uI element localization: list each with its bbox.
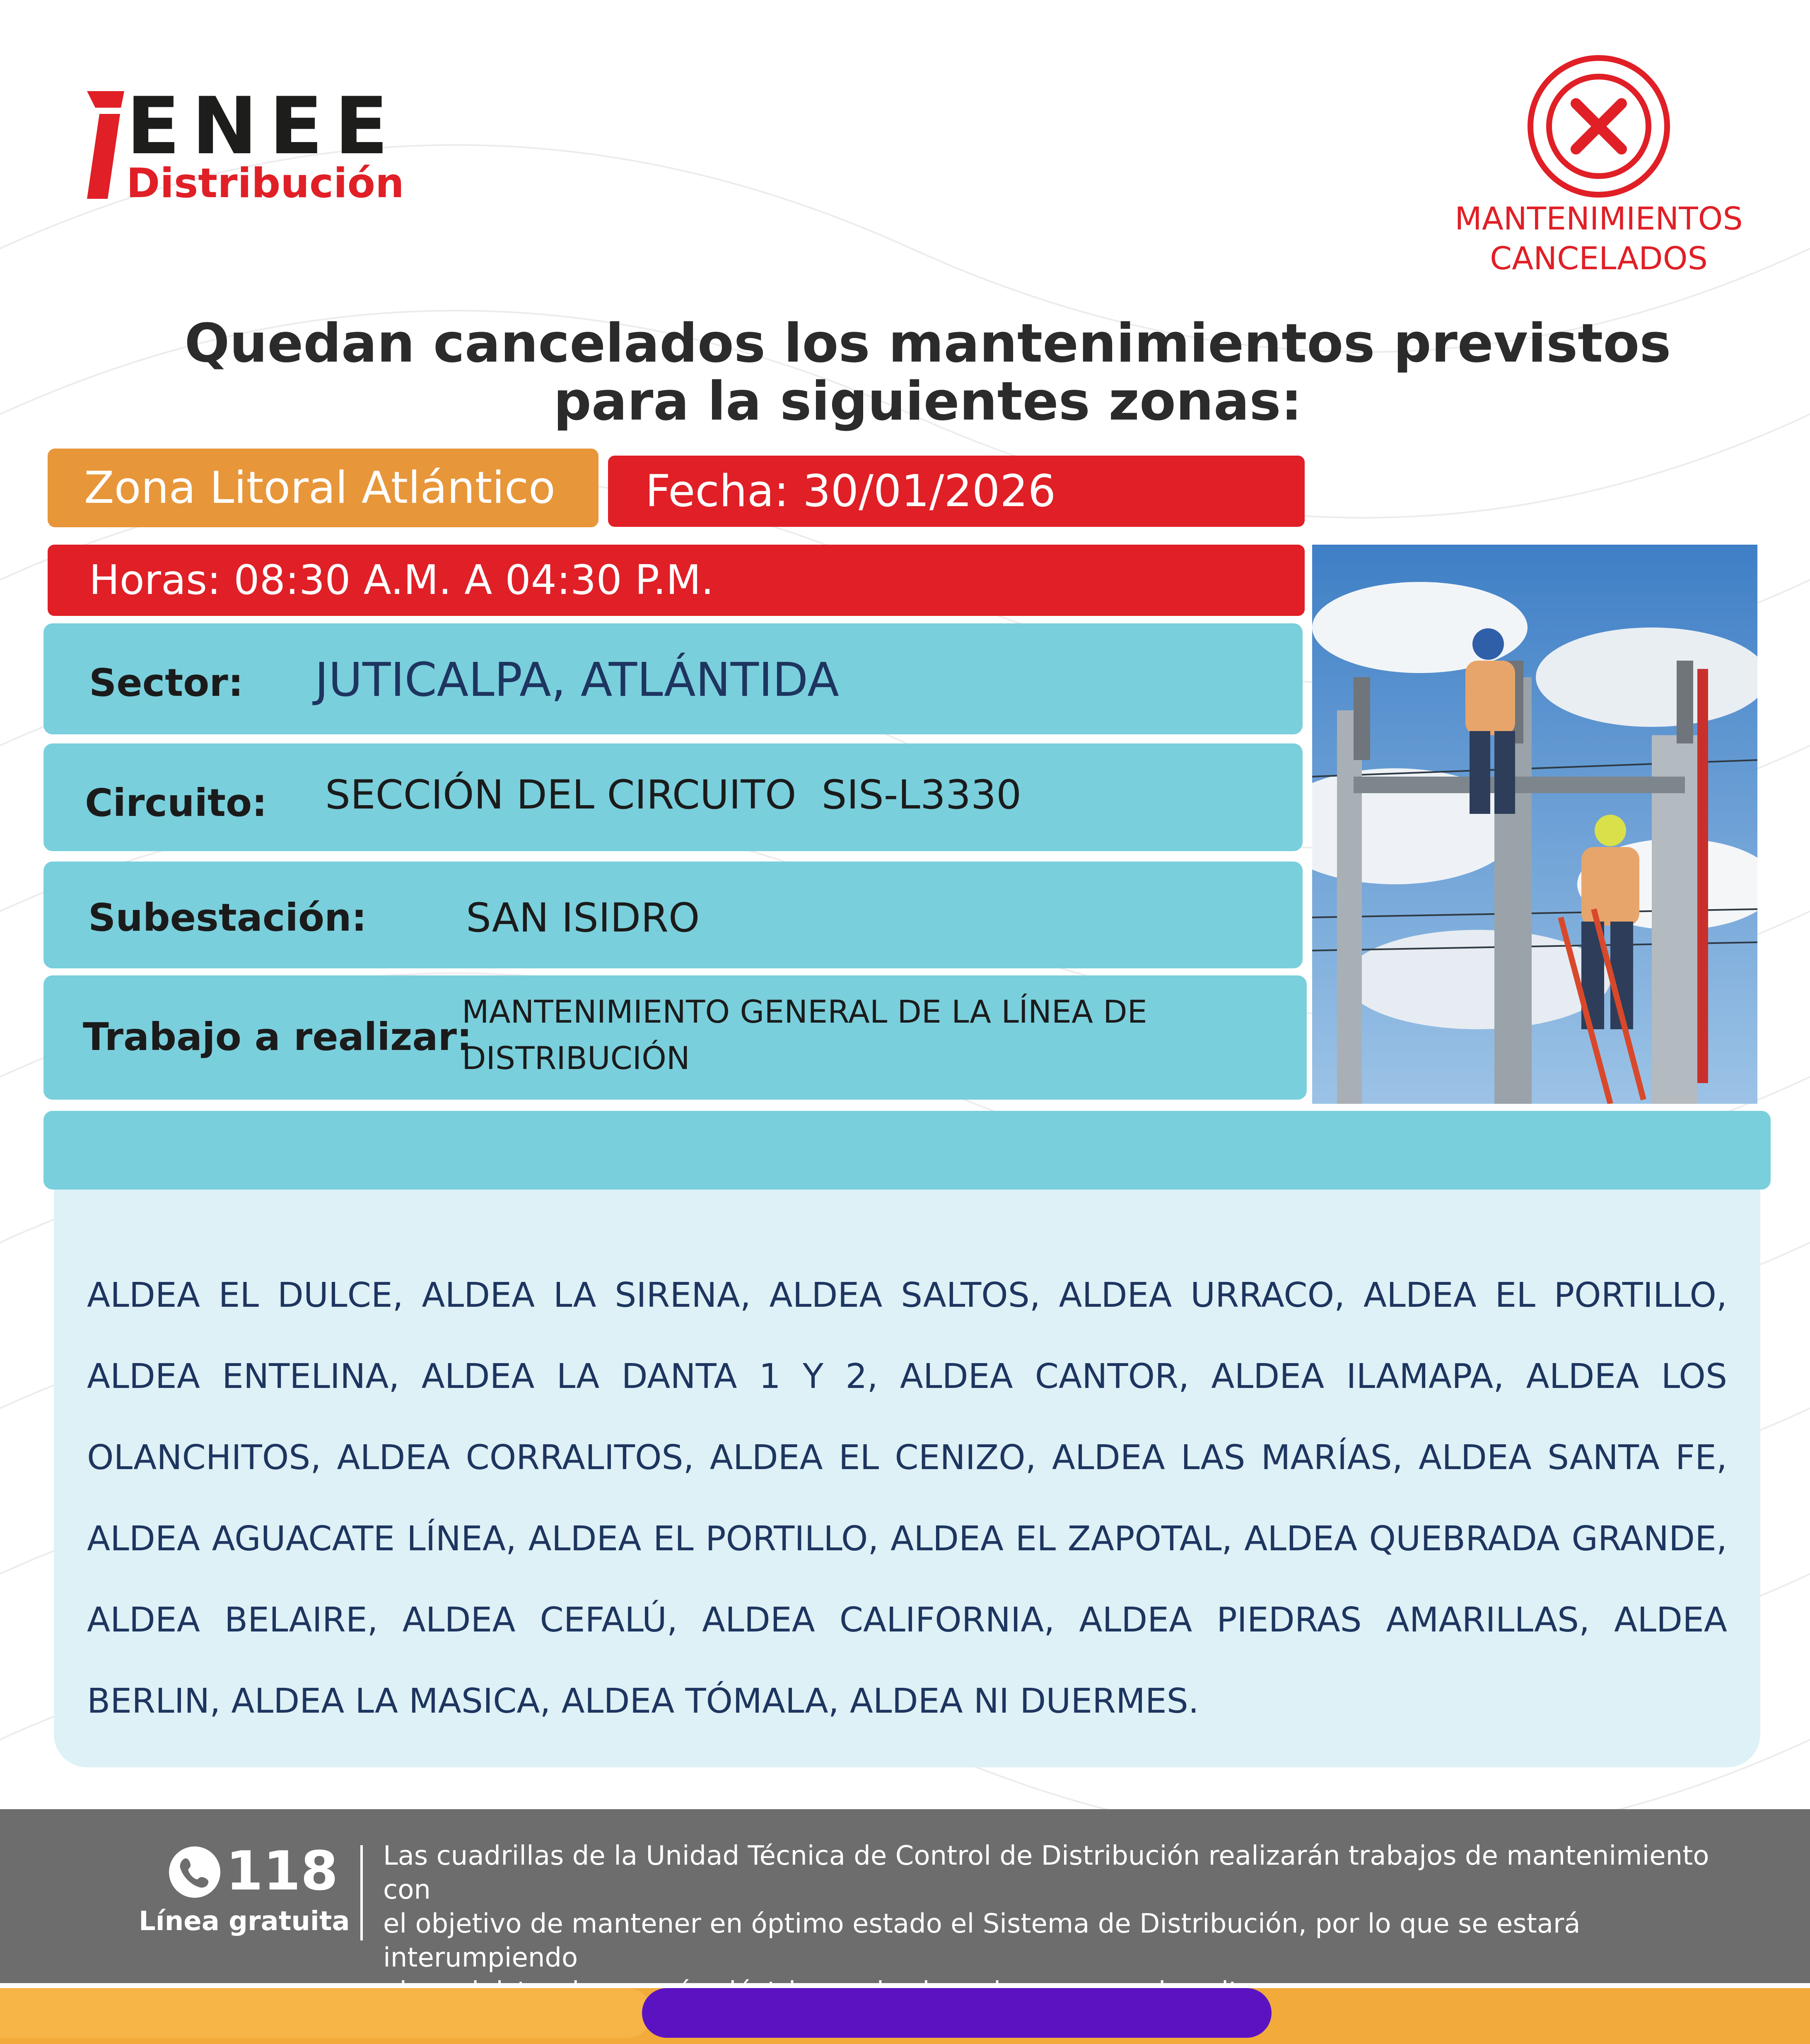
substation-value: SAN ISIDRO — [466, 895, 700, 941]
work-value: MANTENIMIENTO GENERAL DE LA LÍNEA DE DISTRIBUCIÓN — [462, 993, 1147, 1076]
substation-row — [43, 862, 1303, 968]
phone-icon — [168, 1845, 222, 1899]
page-title: Quedan cancelados los mantenimientos previstos para la siguientes zonas: — [184, 313, 1671, 432]
logo-subtitle: Distribución — [126, 160, 404, 207]
communities-header-bar — [43, 1111, 1771, 1190]
sector-value: JUTICALPA, ATLÁNTIDA — [315, 653, 839, 707]
hours-value: 08:30 A.M. A 04:30 P.M. — [234, 557, 714, 604]
communities-list: ALDEA EL DULCE, ALDEA LA SIRENA, ALDEA SALTOS, ALDEA URRACO, ALDEA EL PORTILLO, ALDEA ENTELINA, ALDEA LA DANTA 1 Y 2, ALDEA CANTOR, ALDEA ILAMAPA, ALDEA LOS OLANCHITOS, ALDEA CORRALITOS, ALDEA EL CENIZO, ALDEA LAS MARÍAS, ALDEA SANTA FE, ALDEA AGUACATE LÍNEA, ALDEA EL PORTILLO, ALDEA EL ZAPOTAL, ALDEA QUEBRADA GRANDE, ALDEA BELAIRE, ALDEA CEFALÚ, ALDEA CALIFORNIA, ALDEA PIEDRAS AMARILLAS, ALDEA BERLIN, ALDEA LA MASICA, ALDEA TÓMALA, ALDEA NI DUERMES. — [87, 1276, 1727, 1721]
cancelled-badge-label: MANTENIMIENTOS CANCELADOS — [1455, 200, 1743, 277]
cancel-x-icon — [1524, 52, 1673, 201]
hotline-number: 118 — [226, 1839, 338, 1902]
zone-badge: Zona Litoral Atlántico — [48, 449, 599, 527]
substation-label: Subestación: — [88, 895, 367, 940]
sector-label: Sector: — [89, 661, 244, 705]
line-workers-photo — [1312, 545, 1757, 1104]
work-row — [43, 975, 1307, 1100]
enee-logo — [83, 80, 456, 207]
circuit-value: SECCIÓN DEL CIRCUITO SIS-L3330 — [325, 772, 1022, 818]
work-label: Trabajo a realizar: — [83, 1015, 472, 1059]
bottom-orange-pill — [0, 1988, 652, 2038]
date-banner — [608, 456, 1305, 527]
circuit-row — [43, 743, 1303, 851]
hours-banner — [48, 545, 1305, 616]
date-value: 30/01/2026 — [803, 466, 1056, 516]
bottom-purple-pill — [642, 1988, 1272, 2038]
hours-label: Horas: — [89, 557, 221, 604]
date-label: Fecha: — [645, 466, 789, 516]
footer-notice: Las cuadrillas de la Unidad Técnica de Control de Distribución realizarán trabajos de mantenimiento con el objetivo de mantener en óptimo estado el Sistema de Distribución, por lo que se estará interumpiendo — [383, 1841, 1709, 1973]
sector-row — [43, 623, 1303, 734]
logo-mark-icon — [83, 91, 128, 199]
footer-divider — [360, 1845, 363, 1940]
circuit-label: Circuito: — [85, 781, 267, 825]
hotline-label: Línea gratuita — [139, 1906, 350, 1937]
logo-wordmark: ENEE — [126, 80, 400, 172]
